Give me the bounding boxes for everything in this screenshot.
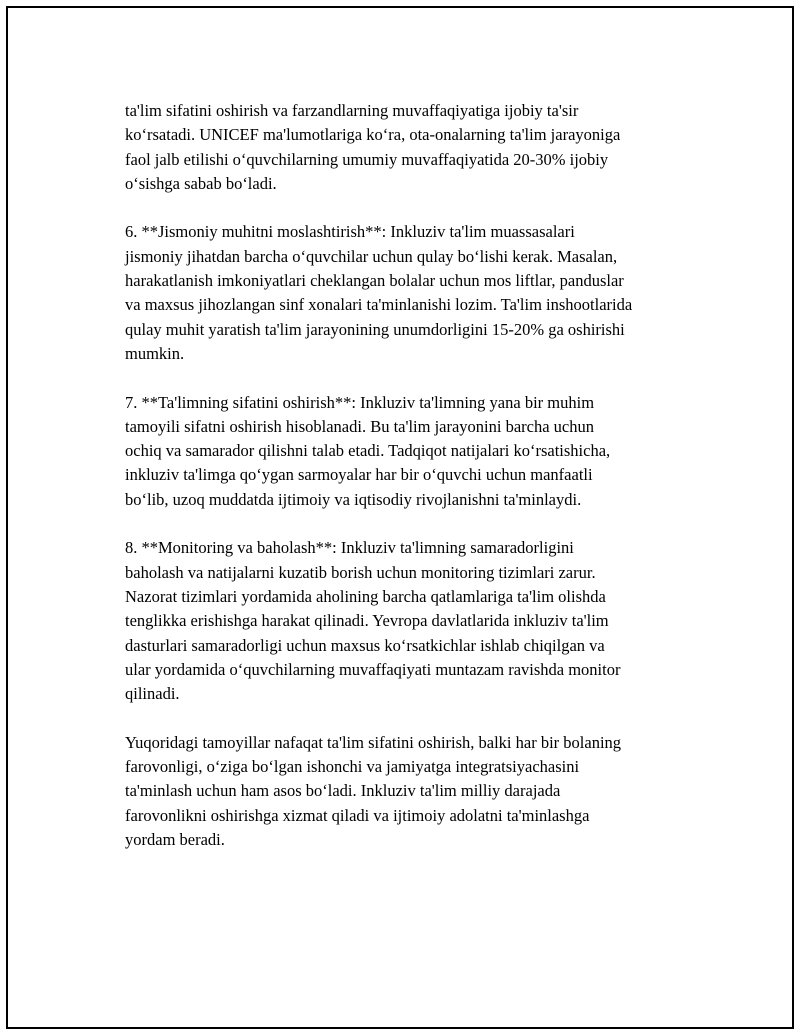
text-line: jismoniy jihatdan barcha o‘quvchilar uchun qulay bo‘lishi kerak. Masalan, <box>125 246 618 266</box>
paragraph-continuation <box>125 99 700 196</box>
text-line: Nazorat tizimlari yordamida aholining barcha qatlamlariga ta'lim olishda <box>125 586 606 606</box>
text-line: inkluziv ta'limga qo‘ygan sarmoyalar har bir o‘quvchi uchun manfaatli <box>125 465 593 485</box>
text-line: 7. **Ta'limning sifatini oshirish**: Inkluziv ta'limning yana bir muhim <box>125 392 595 412</box>
text-line: yordam beradi. <box>125 829 225 849</box>
document-body <box>125 99 700 877</box>
text-line: mumkin. <box>125 343 185 363</box>
text-line: 8. **Monitoring va baholash**: Inkluziv ta'limning samaradorligini <box>125 538 574 558</box>
text-line: faol jalb etilishi o‘quvchilarning umumiy muvaffaqiyatida 20-30% ijobiy <box>125 149 609 169</box>
text-line: bo‘lib, uzoq muddatda ijtimoiy va iqtisodiy rivojlanishni ta'minlaydi. <box>125 489 582 509</box>
text-line: o‘sishga sabab bo‘ladi. <box>125 173 277 193</box>
text-line: tamoyili sifatni oshirish hisoblanadi. Bu ta'lim jarayonini barcha uchun <box>125 416 595 436</box>
text-line: ochiq va samarador qilishni talab etadi. Tadqiqot natijalari ko‘rsatishicha, <box>125 441 611 461</box>
text-line: harakatlanish imkoniyatlari cheklangan bolalar uchun mos liftlar, panduslar <box>125 271 624 291</box>
text-line: Yuqoridagi tamoyillar nafaqat ta'lim sifatini oshirish, balki har bir bolaning <box>125 732 622 752</box>
text-line: dasturlari samaradorligi uchun maxsus ko‘rsatkichlar ishlab chiqilgan va <box>125 635 605 655</box>
text-line: baholash va natijalarni kuzatib borish uchun monitoring tizimlari zarur. <box>125 562 596 582</box>
paragraph-item-6 <box>125 220 700 366</box>
paragraph-item-8 <box>125 536 700 706</box>
paragraph-item-7 <box>125 391 700 512</box>
text-line: ta'lim sifatini oshirish va farzandlarning muvaffaqiyatiga ijobiy ta'sir <box>125 101 579 120</box>
text-line: farovonligi, o‘ziga bo‘lgan ishonchi va jamiyatga integratsiyachasini <box>125 757 580 777</box>
text-line: farovonlikni oshirishga xizmat qiladi va ijtimoiy adolatni ta'minlashga <box>125 805 590 825</box>
paragraph-conclusion <box>125 731 700 852</box>
text-line: ko‘rsatadi. UNICEF ma'lumotlariga ko‘ra, ota-onalarning ta'lim jarayoniga <box>125 125 621 145</box>
text-line: 6. **Jismoniy muhitni moslashtirish**: Inkluziv ta'lim muassasalari <box>125 222 575 242</box>
text-line: tenglikka erishishga harakat qilinadi. Yevropa davlatlarida inkluziv ta'lim <box>125 611 609 631</box>
page-frame <box>6 6 794 1029</box>
text-line: qilinadi. <box>125 684 180 704</box>
text-line: va maxsus jihozlangan sinf xonalari ta'minlanishi lozim. Ta'lim inshootlarida <box>125 295 633 315</box>
text-line: qulay muhit yaratish ta'lim jarayonining unumdorligini 15-20% ga oshirishi <box>125 319 625 339</box>
text-line: ular yordamida o‘quvchilarning muvaffaqiyati muntazam ravishda monitor <box>125 659 621 679</box>
text-line: ta'minlash uchun ham asos bo‘ladi. Inkluziv ta'lim milliy darajada <box>125 781 561 801</box>
